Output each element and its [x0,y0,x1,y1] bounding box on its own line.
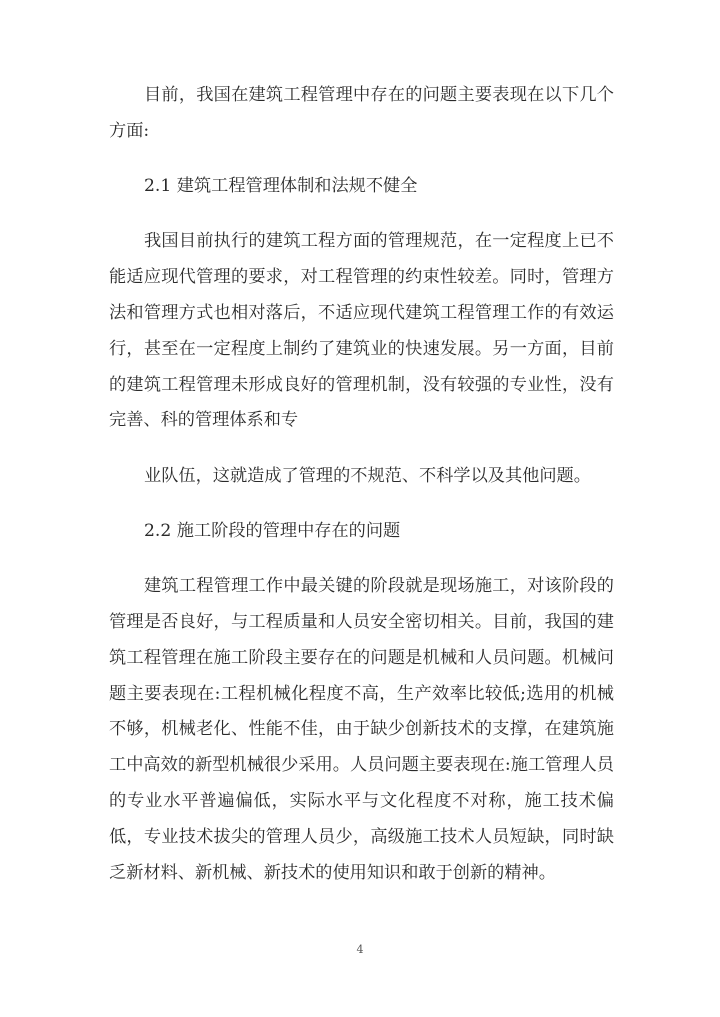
text-line: 建筑工程管理工作中最关键的阶段就是现场施工，对该阶段的 [144,576,614,597]
text-line: 低，专业技术拔尖的管理人员少，高级施工技术人员短缺，同时缺 [109,826,614,847]
paragraph [109,459,614,495]
paragraph [109,78,614,150]
paragraph [109,224,614,439]
text-line: 业队伍，这就造成了管理的不规范、不科学以及其他问题。 [144,465,591,486]
text-line: 管理是否良好，与工程质量和人员安全密切相关。目前，我国的建 [109,612,614,633]
text-line: 能适应现代管理的要求，对工程管理的约束性较差。同时，管理方 [109,267,614,288]
text-line: 的专业水平普遍偏低，实际水平与文化程度不对称，施工技术偏 [109,791,614,812]
text-line: 乏新材料、新机械、新技术的使用知识和敢于创新的精神。 [109,862,556,883]
section-heading [109,514,614,550]
paragraph [109,569,614,891]
document-body [109,78,614,891]
text-line: 题主要表现在:工程机械化程度不高，生产效率比较低;选用的机械 [109,683,614,704]
text-line: 不够，机械老化、性能不佳，由于缺少创新技术的支撑，在建筑施 [109,719,614,740]
text-line: 2.1 建筑工程管理体制和法规不健全 [144,176,418,197]
text-line: 2.2 施工阶段的管理中存在的问题 [144,520,401,541]
page-number: 4 [356,943,364,956]
section-heading [109,169,614,205]
text-line: 我国目前执行的建筑工程方面的管理规范，在一定程度上已不 [144,231,614,252]
text-line: 的建筑工程管理未形成良好的管理机制，没有较强的专业性，没有 [109,374,614,395]
text-line: 完善、科的管理体系和专 [109,410,299,431]
text-line: 法和管理方式也相对落后，不适应现代建筑工程管理工作的有效运 [109,302,614,323]
text-line: 行，甚至在一定程度上制约了建筑业的快速发展。另一方面，目前 [109,338,614,359]
text-line: 方面: [109,120,150,141]
text-line: 筑工程管理在施工阶段主要存在的问题是机械和人员问题。机械问 [109,647,614,668]
text-line: 工中高效的新型机械很少采用。人员问题主要表现在:施工管理人员 [109,755,614,776]
text-line: 目前，我国在建筑工程管理中存在的问题主要表现在以下几个 [144,85,614,105]
